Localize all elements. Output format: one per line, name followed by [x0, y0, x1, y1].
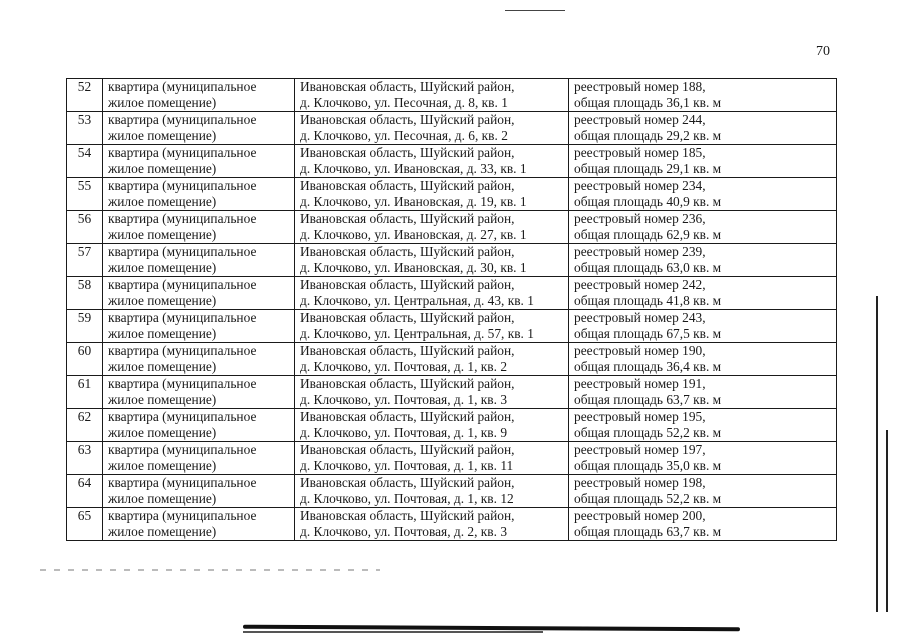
property-type-line: жилое помещение)	[108, 194, 217, 209]
address-cell	[295, 343, 569, 376]
property-type-line: квартира (муниципальное	[108, 145, 257, 160]
table-row	[67, 244, 837, 277]
property-type-line: жилое помещение)	[108, 293, 217, 308]
table-row	[67, 310, 837, 343]
row-number: 59	[67, 310, 103, 343]
row-number: 54	[67, 145, 103, 178]
address-line: Ивановская область, Шуйский район,	[300, 343, 515, 358]
registry-info-line: общая площадь 41,8 кв. м	[574, 293, 722, 308]
row-number: 53	[67, 112, 103, 145]
address-line: д. Клочково, ул. Ивановская, д. 33, кв. 1	[300, 161, 527, 176]
table-row	[67, 112, 837, 145]
address-line: д. Клочково, ул. Почтовая, д. 1, кв. 12	[300, 491, 514, 506]
property-type-line: квартира (муниципальное	[108, 79, 257, 94]
property-type-cell	[103, 79, 295, 112]
address-line: Ивановская область, Шуйский район,	[300, 310, 515, 325]
property-type-line: жилое помещение)	[108, 128, 217, 143]
registry-info-line: реестровый номер 185,	[574, 145, 706, 160]
registry-info-line: реестровый номер 190,	[574, 343, 706, 358]
address-line: Ивановская область, Шуйский район,	[300, 145, 515, 160]
address-line: Ивановская область, Шуйский район,	[300, 475, 515, 490]
property-type-cell	[103, 310, 295, 343]
row-number: 60	[67, 343, 103, 376]
registry-info-line: реестровый номер 195,	[574, 409, 706, 424]
registry-info-line: реестровый номер 243,	[574, 310, 706, 325]
address-line: д. Клочково, ул. Песочная, д. 8, кв. 1	[300, 95, 508, 110]
address-cell	[295, 442, 569, 475]
address-line: д. Клочково, ул. Ивановская, д. 30, кв. 1	[300, 260, 527, 275]
property-type-line: жилое помещение)	[108, 524, 217, 539]
registry-info-line: общая площадь 52,2 кв. м	[574, 425, 722, 440]
property-type-line: квартира (муниципальное	[108, 244, 257, 259]
address-line: Ивановская область, Шуйский район,	[300, 244, 515, 259]
property-type-cell	[103, 244, 295, 277]
property-registry-table	[66, 78, 837, 541]
property-type-line: квартира (муниципальное	[108, 178, 257, 193]
address-line: Ивановская область, Шуйский район,	[300, 211, 515, 226]
address-line: Ивановская область, Шуйский район,	[300, 178, 515, 193]
registry-info-line: общая площадь 36,1 кв. м	[574, 95, 722, 110]
row-number: 61	[67, 376, 103, 409]
property-type-line: квартира (муниципальное	[108, 409, 257, 424]
property-type-line: жилое помещение)	[108, 491, 217, 506]
table-row	[67, 475, 837, 508]
table-row	[67, 409, 837, 442]
registry-info-line: общая площадь 63,7 кв. м	[574, 524, 722, 539]
property-type-line: квартира (муниципальное	[108, 112, 257, 127]
scan-edge-line	[886, 430, 888, 612]
address-cell	[295, 244, 569, 277]
registry-table-body	[67, 79, 837, 541]
address-line: д. Клочково, ул. Почтовая, д. 1, кв. 3	[300, 392, 508, 407]
table-row	[67, 145, 837, 178]
address-line: Ивановская область, Шуйский район,	[300, 409, 515, 424]
registry-info-line: реестровый номер 200,	[574, 508, 706, 523]
registry-info-cell	[569, 343, 837, 376]
registry-info-cell	[569, 508, 837, 541]
row-number: 58	[67, 277, 103, 310]
registry-info-line: реестровый номер 244,	[574, 112, 706, 127]
row-number: 64	[67, 475, 103, 508]
property-type-line: квартира (муниципальное	[108, 211, 257, 226]
registry-info-line: реестровый номер 191,	[574, 376, 706, 391]
address-line: д. Клочково, ул. Почтовая, д. 1, кв. 11	[300, 458, 514, 473]
registry-info-cell	[569, 310, 837, 343]
property-type-line: квартира (муниципальное	[108, 508, 257, 523]
scan-mark-top	[505, 10, 565, 11]
registry-info-line: общая площадь 40,9 кв. м	[574, 194, 722, 209]
page-number: 70	[816, 44, 830, 59]
property-type-line: жилое помещение)	[108, 227, 217, 242]
address-line: Ивановская область, Шуйский район,	[300, 112, 515, 127]
property-type-line: жилое помещение)	[108, 425, 217, 440]
property-type-cell	[103, 343, 295, 376]
property-type-line: жилое помещение)	[108, 95, 217, 110]
registry-info-cell	[569, 211, 837, 244]
address-cell	[295, 508, 569, 541]
address-line: Ивановская область, Шуйский район,	[300, 277, 515, 292]
registry-info-line: общая площадь 63,0 кв. м	[574, 260, 722, 275]
registry-info-cell	[569, 376, 837, 409]
registry-info-line: реестровый номер 242,	[574, 277, 706, 292]
registry-info-line: общая площадь 63,7 кв. м	[574, 392, 722, 407]
table-row	[67, 178, 837, 211]
registry-info-cell	[569, 475, 837, 508]
property-type-line: квартира (муниципальное	[108, 343, 257, 358]
registry-info-cell	[569, 145, 837, 178]
registry-info-line: общая площадь 29,1 кв. м	[574, 161, 722, 176]
table-row	[67, 79, 837, 112]
registry-info-line: общая площадь 36,4 кв. м	[574, 359, 722, 374]
address-line: д. Клочково, ул. Центральная, д. 57, кв. 1	[300, 326, 534, 341]
registry-info-line: реестровый номер 198,	[574, 475, 706, 490]
property-type-line: квартира (муниципальное	[108, 277, 257, 292]
property-type-cell	[103, 277, 295, 310]
table-row	[67, 442, 837, 475]
table-row	[67, 508, 837, 541]
address-cell	[295, 277, 569, 310]
row-number: 56	[67, 211, 103, 244]
property-type-cell	[103, 376, 295, 409]
registry-info-line: общая площадь 35,0 кв. м	[574, 458, 722, 473]
registry-info-cell	[569, 178, 837, 211]
registry-info-line: реестровый номер 234,	[574, 178, 706, 193]
property-type-cell	[103, 475, 295, 508]
property-type-line: квартира (муниципальное	[108, 442, 257, 457]
address-cell	[295, 475, 569, 508]
address-cell	[295, 145, 569, 178]
scan-edge-line	[876, 296, 878, 612]
table-row	[67, 343, 837, 376]
address-line: Ивановская область, Шуйский район,	[300, 442, 515, 457]
property-type-line: жилое помещение)	[108, 326, 217, 341]
property-type-line: жилое помещение)	[108, 161, 217, 176]
address-cell	[295, 376, 569, 409]
scan-noise-line	[40, 569, 380, 571]
row-number: 63	[67, 442, 103, 475]
registry-info-line: общая площадь 62,9 кв. м	[574, 227, 722, 242]
address-line: Ивановская область, Шуйский район,	[300, 508, 515, 523]
row-number: 55	[67, 178, 103, 211]
scan-mark-bottom-shadow	[243, 631, 543, 633]
address-line: д. Клочково, ул. Ивановская, д. 27, кв. 1	[300, 227, 527, 242]
address-line: д. Клочково, ул. Ивановская, д. 19, кв. 1	[300, 194, 527, 209]
address-cell	[295, 409, 569, 442]
address-line: д. Клочково, ул. Почтовая, д. 1, кв. 2	[300, 359, 508, 374]
property-type-cell	[103, 145, 295, 178]
address-cell	[295, 112, 569, 145]
address-line: д. Клочково, ул. Центральная, д. 43, кв. 1	[300, 293, 534, 308]
registry-info-line: реестровый номер 239,	[574, 244, 706, 259]
property-type-line: жилое помещение)	[108, 392, 217, 407]
registry-info-cell	[569, 277, 837, 310]
property-type-cell	[103, 409, 295, 442]
property-type-cell	[103, 178, 295, 211]
address-cell	[295, 178, 569, 211]
property-type-line: квартира (муниципальное	[108, 475, 257, 490]
address-line: д. Клочково, ул. Почтовая, д. 1, кв. 9	[300, 425, 508, 440]
address-line: д. Клочково, ул. Песочная, д. 6, кв. 2	[300, 128, 508, 143]
property-type-line: жилое помещение)	[108, 260, 217, 275]
address-cell	[295, 310, 569, 343]
registry-info-line: реестровый номер 236,	[574, 211, 706, 226]
property-type-cell	[103, 508, 295, 541]
registry-info-cell	[569, 79, 837, 112]
row-number: 57	[67, 244, 103, 277]
property-type-line: жилое помещение)	[108, 359, 217, 374]
address-line: Ивановская область, Шуйский район,	[300, 79, 515, 94]
row-number: 62	[67, 409, 103, 442]
registry-info-line: общая площадь 29,2 кв. м	[574, 128, 722, 143]
property-type-line: квартира (муниципальное	[108, 310, 257, 325]
registry-info-line: реестровый номер 188,	[574, 79, 706, 94]
table-row	[67, 277, 837, 310]
table-row	[67, 211, 837, 244]
property-type-line: жилое помещение)	[108, 458, 217, 473]
registry-info-cell	[569, 442, 837, 475]
row-number: 65	[67, 508, 103, 541]
registry-info-line: общая площадь 67,5 кв. м	[574, 326, 722, 341]
registry-info-cell	[569, 409, 837, 442]
registry-info-cell	[569, 112, 837, 145]
property-type-cell	[103, 112, 295, 145]
address-cell	[295, 211, 569, 244]
property-type-line: квартира (муниципальное	[108, 376, 257, 391]
registry-info-line: общая площадь 52,2 кв. м	[574, 491, 722, 506]
table-row	[67, 376, 837, 409]
address-cell	[295, 79, 569, 112]
registry-info-line: реестровый номер 197,	[574, 442, 706, 457]
property-type-cell	[103, 442, 295, 475]
registry-info-cell	[569, 244, 837, 277]
property-type-cell	[103, 211, 295, 244]
row-number: 52	[67, 79, 103, 112]
address-line: Ивановская область, Шуйский район,	[300, 376, 515, 391]
address-line: д. Клочково, ул. Почтовая, д. 2, кв. 3	[300, 524, 508, 539]
